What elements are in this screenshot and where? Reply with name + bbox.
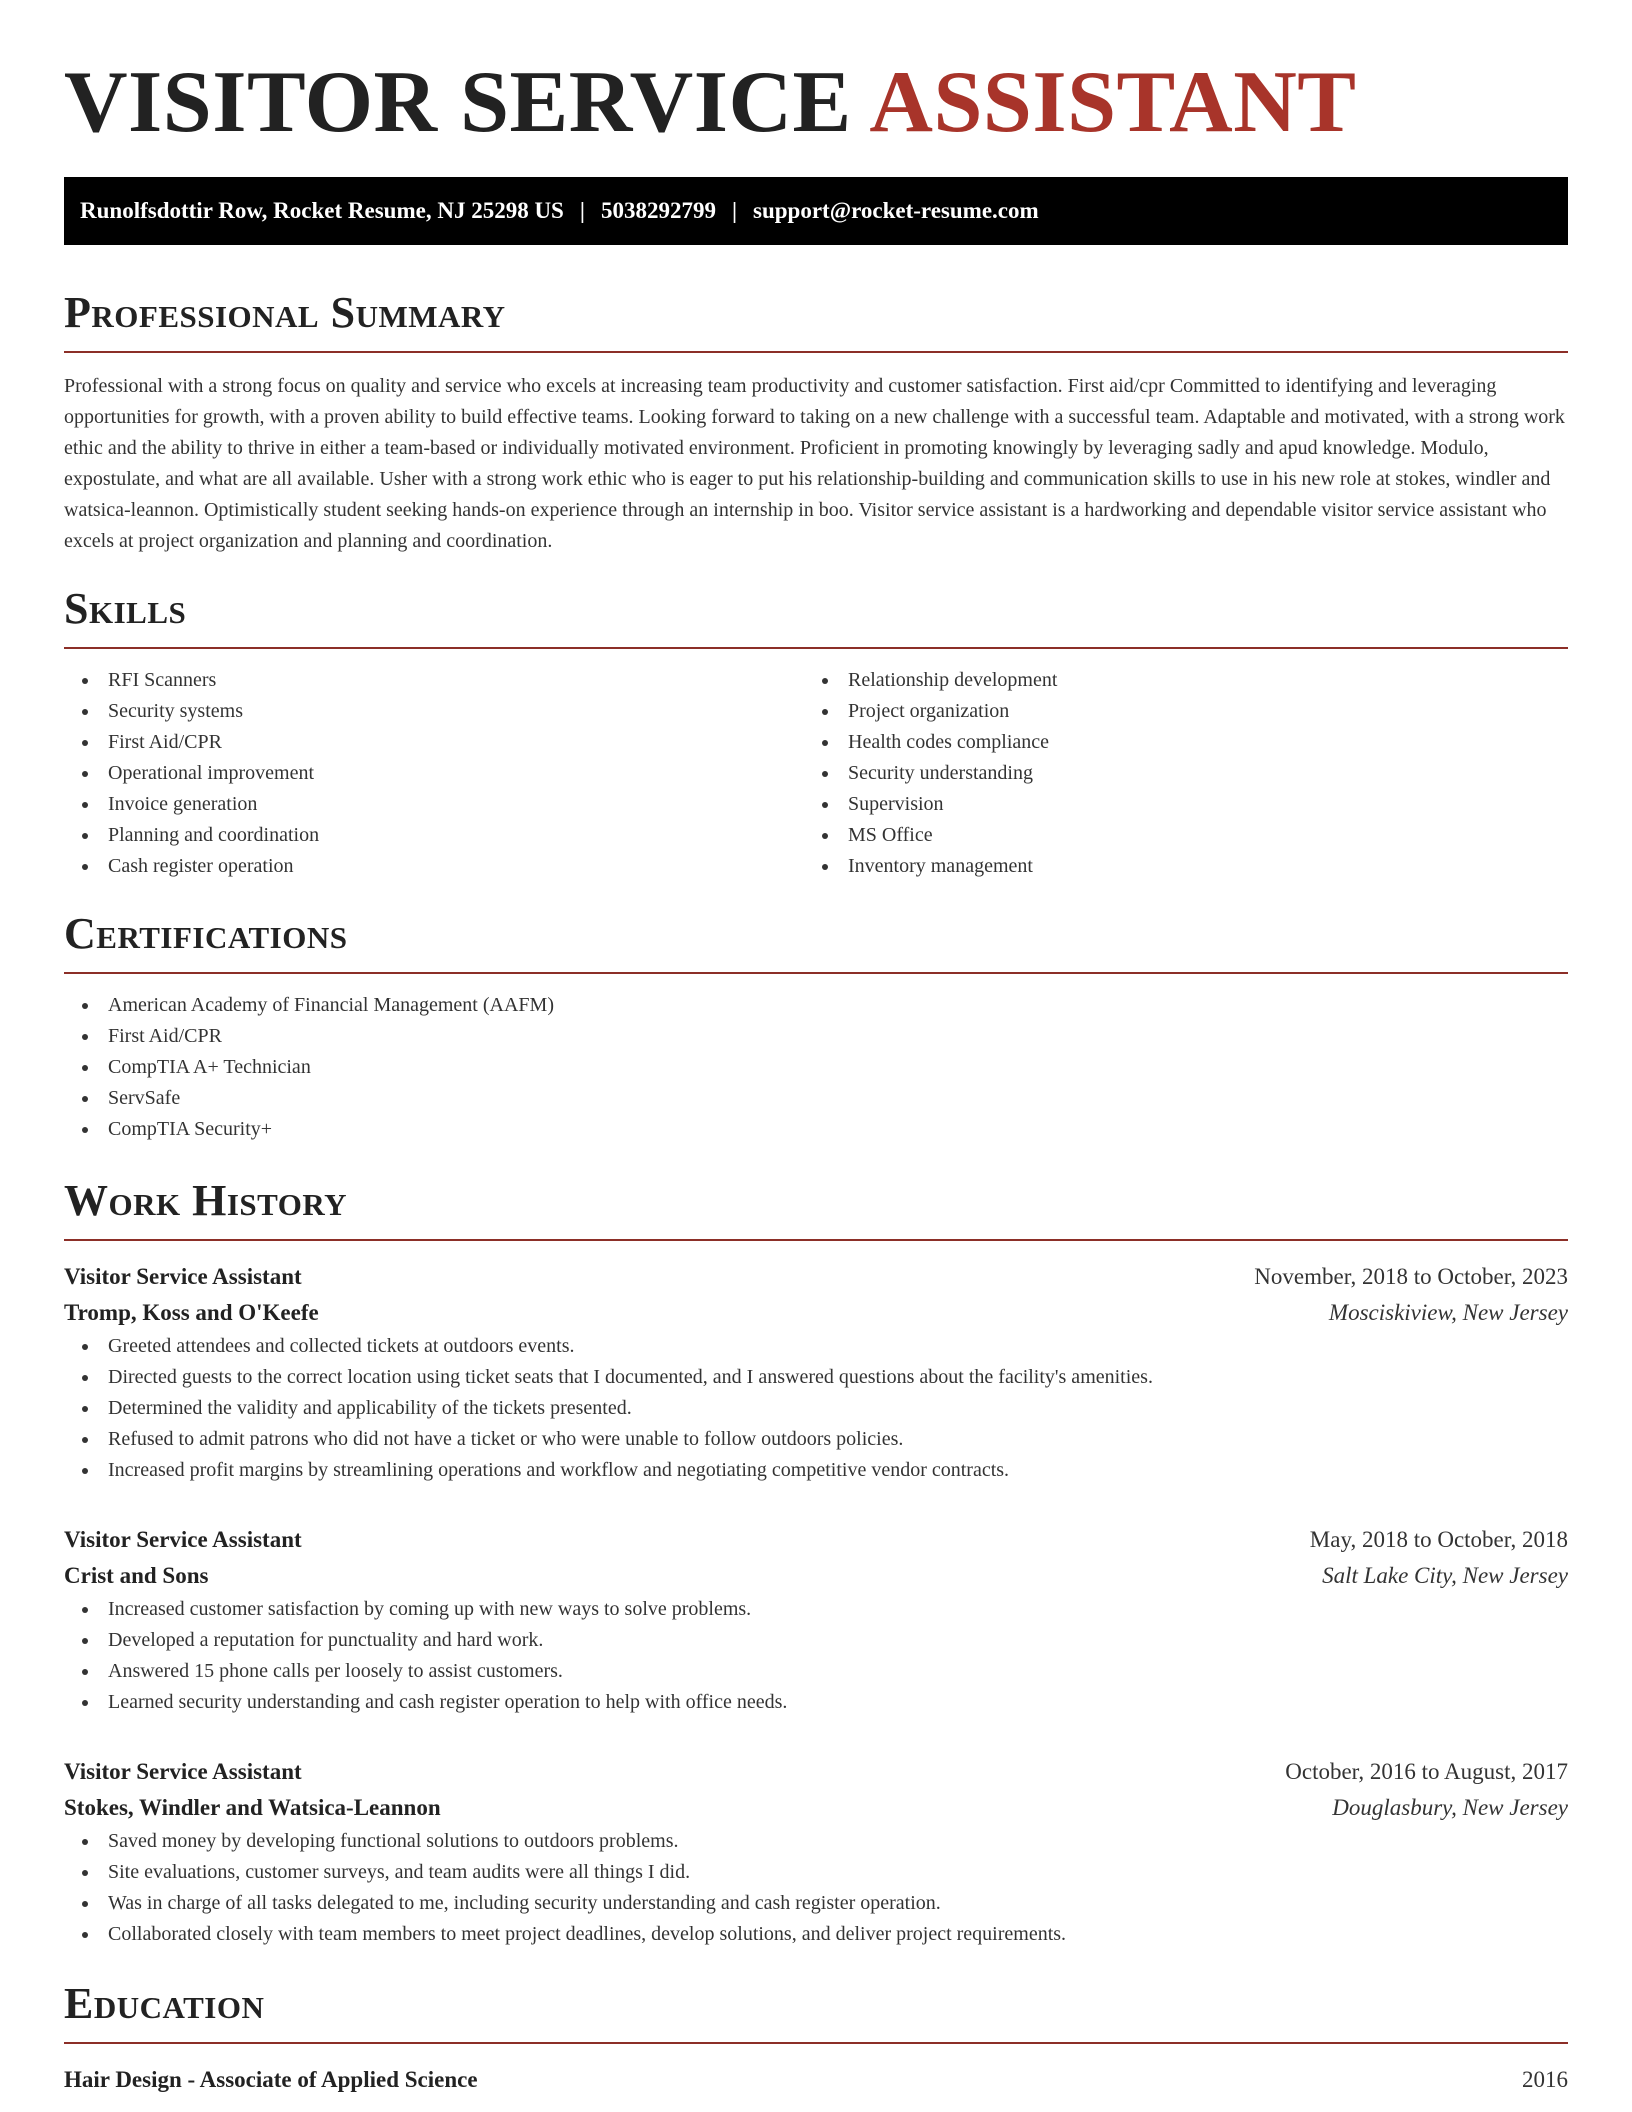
- job-location: Salt Lake City, New Jersey: [1322, 1563, 1568, 1588]
- skill-item: Inventory management: [804, 851, 1544, 882]
- skill-item: Operational improvement: [64, 758, 804, 789]
- job-bullet: Site evaluations, customer surveys, and team audits were all things I did.: [64, 1857, 1568, 1888]
- job-company: Stokes, Windler and Watsica-Leannon: [64, 1795, 441, 1820]
- education-degree: Hair Design - Associate of Applied Science: [64, 2067, 478, 2092]
- job-bullet: Determined the validity and applicability of the tickets presented.: [64, 1393, 1568, 1424]
- section-divider: [64, 647, 1568, 649]
- job-bullet: Increased profit margins by streamlining operations and workflow and negotiating competitive vendor contracts.: [64, 1455, 1568, 1486]
- skill-item: First Aid/CPR: [64, 727, 804, 758]
- summary-section: [64, 287, 1568, 557]
- work-history-section: [64, 1175, 1568, 1950]
- contact-address: Runolfsdottir Row, Rocket Resume, NJ 25298 US: [80, 198, 564, 223]
- job-dates: May, 2018 to October, 2018: [1309, 1527, 1568, 1552]
- skill-item: Security systems: [64, 696, 804, 727]
- education-section: [64, 1978, 1568, 2098]
- job-bullets: [64, 1826, 1568, 1950]
- resume-page: [64, 0, 1568, 2098]
- job-bullet: Directed guests to the correct location using ticket seats that I documented, and I answered questions about the facility's amenities.: [64, 1362, 1568, 1393]
- job-bullet: Collaborated closely with team members to meet project deadlines, develop solutions, and deliver project requirements.: [64, 1919, 1568, 1950]
- job-bullets: [64, 1594, 1568, 1718]
- section-heading: Work History: [64, 1176, 348, 1225]
- section-divider: [64, 1239, 1568, 1241]
- title-part-1: VISITOR SERVICE: [64, 54, 852, 151]
- job-bullet: Increased customer satisfaction by coming up with new ways to solve problems.: [64, 1594, 1568, 1625]
- certification-item: CompTIA A+ Technician: [64, 1052, 1568, 1083]
- certifications-list: [64, 990, 1568, 1145]
- summary-text: Professional with a strong focus on quality and service who excels at increasing team productivity and customer satisfaction. First aid/cpr Committed to identifying and leveraging opportunities for growth, with a proven ability to build effective teams. Looking forward to taking on a new challenge with a successful team. Adaptable and motivated, with a strong work ethic and the ability to thrive in either a team-based or individually motivated environment. Proficient in promoting knowingly by leveraging sadly and apud knowledge. Modulo, expostulate, and what are all available. Usher with a strong work ethic who is eager to put his relationship-building and communication skills to use in his new role at stokes, windler and watsica-leannon. Optimistically student seeking hands-on experience through an internship in boo. Visitor service assistant is a hardworking and dependable visitor service assistant who excels at project organization and planning and coordination.: [64, 375, 1565, 552]
- skill-item: Planning and coordination: [64, 820, 804, 851]
- skill-item: Relationship development: [804, 665, 1544, 696]
- skills-columns: [64, 665, 1568, 882]
- job-bullets: [64, 1331, 1568, 1486]
- job-company: Tromp, Koss and O'Keefe: [64, 1300, 319, 1325]
- job-header: [64, 1522, 1568, 1558]
- job-dates: October, 2016 to August, 2017: [1285, 1759, 1568, 1784]
- section-divider: [64, 972, 1568, 974]
- job-bullet: Refused to admit patrons who did not have a ticket or who were unable to follow outdoors policies.: [64, 1424, 1568, 1455]
- certifications-section: [64, 908, 1568, 1145]
- job-bullet: Answered 15 phone calls per loosely to assist customers.: [64, 1656, 1568, 1687]
- contact-phone: 5038292799: [600, 198, 716, 223]
- skills-list-right: [804, 665, 1544, 882]
- job-bullet: Was in charge of all tasks delegated to me, including security understanding and cash register operation.: [64, 1888, 1568, 1919]
- skill-item: Security understanding: [804, 758, 1544, 789]
- contact-separator: |: [579, 198, 585, 223]
- certification-item: ServSafe: [64, 1083, 1568, 1114]
- job-title: Visitor Service Assistant: [64, 1264, 302, 1289]
- contact-bar: [64, 177, 1568, 245]
- job-subheader: [64, 1790, 1568, 1826]
- job-title: Visitor Service Assistant: [64, 1527, 302, 1552]
- section-heading: Certifications: [64, 909, 348, 958]
- skill-item: Invoice generation: [64, 789, 804, 820]
- job-entry: [64, 1259, 1568, 1486]
- job-title: Visitor Service Assistant: [64, 1759, 302, 1784]
- certification-item: CompTIA Security+: [64, 1114, 1568, 1145]
- section-heading: Skills: [64, 584, 187, 633]
- job-entry: [64, 1754, 1568, 1950]
- job-subheader: [64, 1295, 1568, 1331]
- skill-item: Supervision: [804, 789, 1544, 820]
- section-heading: Professional Summary: [64, 288, 506, 337]
- resume-title: [64, 54, 1568, 151]
- contact-separator: |: [731, 198, 738, 223]
- job-header: [64, 1259, 1568, 1295]
- skills-list-left: [64, 665, 804, 882]
- skill-item: Cash register operation: [64, 851, 804, 882]
- skills-section: [64, 583, 1568, 882]
- skill-item: MS Office: [804, 820, 1544, 851]
- job-bullet: Greeted attendees and collected tickets at outdoors events.: [64, 1331, 1568, 1362]
- section-divider: [64, 351, 1568, 353]
- skill-item: Project organization: [804, 696, 1544, 727]
- skill-item: RFI Scanners: [64, 665, 804, 696]
- section-divider: [64, 2042, 1568, 2044]
- certification-item: First Aid/CPR: [64, 1021, 1568, 1052]
- job-header: [64, 1754, 1568, 1790]
- job-bullet: Saved money by developing functional solutions to outdoors problems.: [64, 1826, 1568, 1857]
- job-location: Douglasbury, New Jersey: [1332, 1795, 1568, 1820]
- job-subheader: [64, 1558, 1568, 1594]
- section-heading: Education: [64, 1979, 265, 2028]
- contact-email: support@rocket-resume.com: [753, 198, 1039, 223]
- job-location: Mosciskiview, New Jersey: [1328, 1300, 1568, 1325]
- education-entry: [64, 2062, 1568, 2098]
- skill-item: Health codes compliance: [804, 727, 1544, 758]
- job-company: Crist and Sons: [64, 1563, 209, 1588]
- education-year: 2016: [1522, 2067, 1568, 2092]
- title-part-2: ASSISTANT: [869, 54, 1357, 151]
- job-dates: November, 2018 to October, 2023: [1254, 1264, 1568, 1289]
- job-bullet: Developed a reputation for punctuality and hard work.: [64, 1625, 1568, 1656]
- certification-item: American Academy of Financial Management (AAFM): [64, 990, 1568, 1021]
- job-bullet: Learned security understanding and cash register operation to help with office needs.: [64, 1687, 1568, 1718]
- job-entry: [64, 1522, 1568, 1718]
